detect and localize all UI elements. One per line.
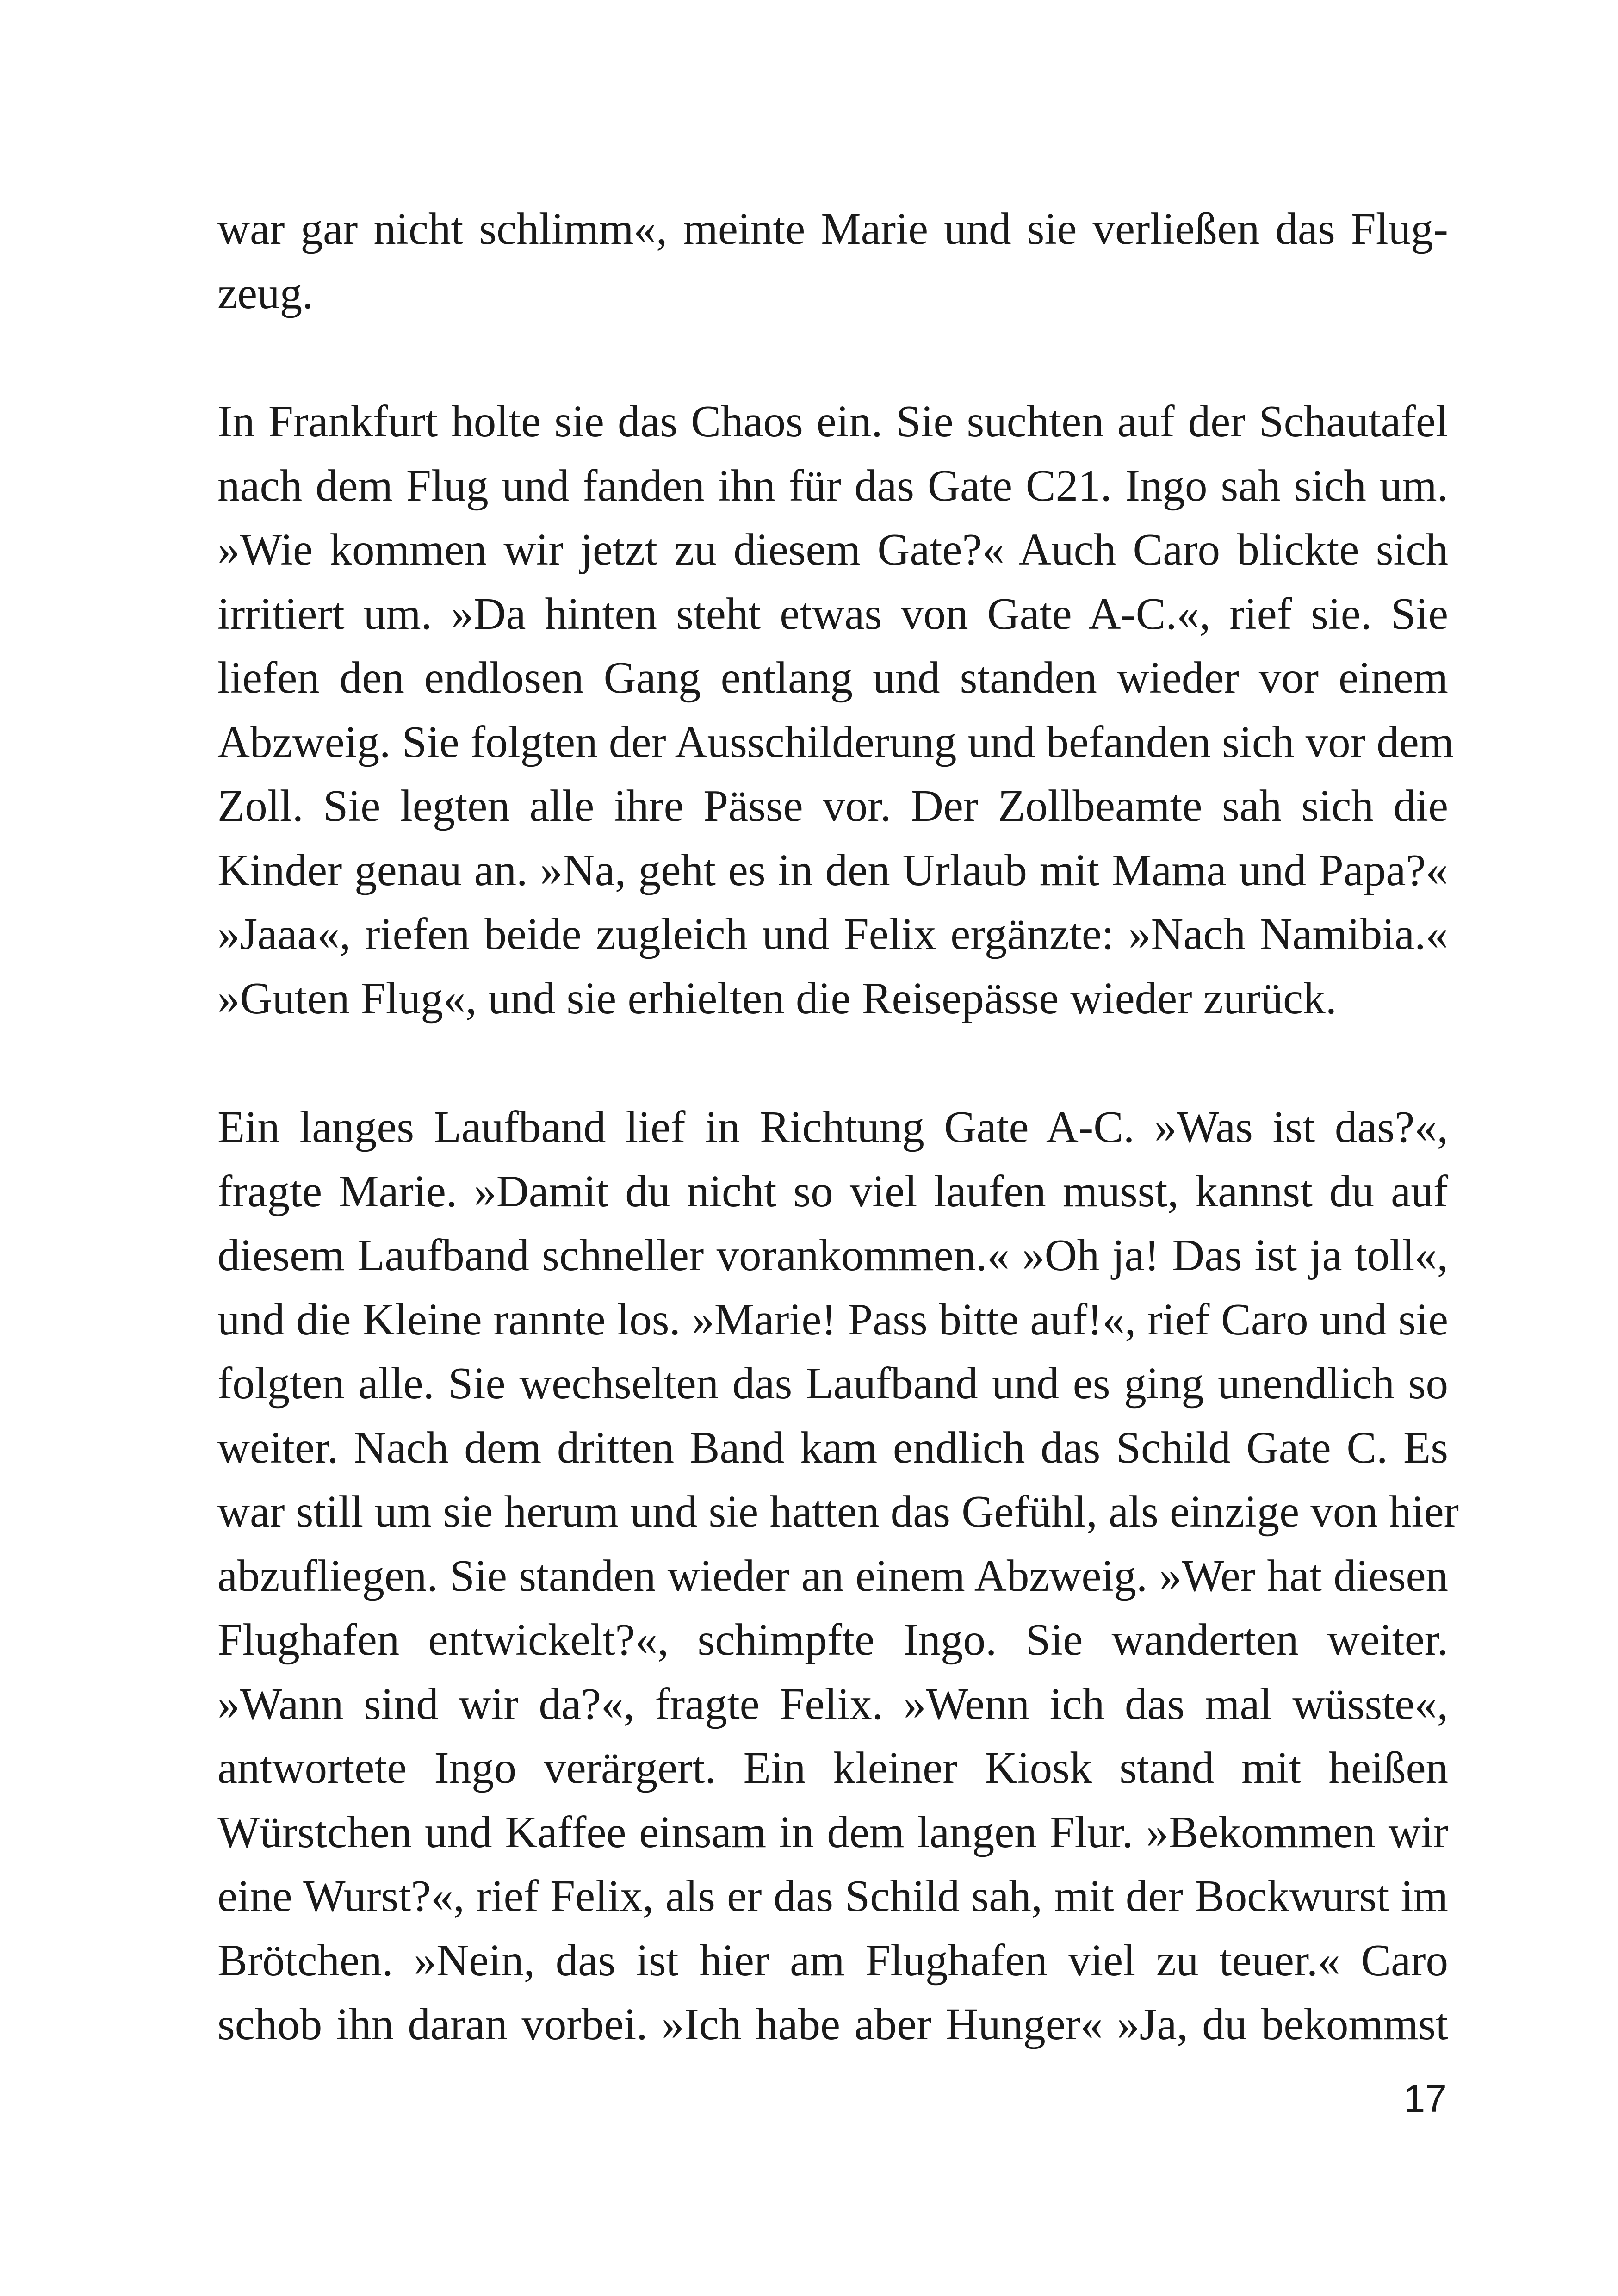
text-line: fragte Marie. »Damit du nicht so viel laufen musst, kannst du auf bbox=[217, 1166, 1448, 1216]
text-line: und die Kleine rannte los. »Marie! Pass bitte auf!«, rief Caro und sie bbox=[217, 1294, 1448, 1344]
text-line: Zoll. Sie legten alle ihre Pässe vor. Der Zollbeamte sah sich die bbox=[217, 781, 1448, 831]
text-line: irritiert um. »Da hinten steht etwas von Gate A-C.«, rief sie. Sie bbox=[217, 589, 1448, 639]
text-line: In Frankfurt holte sie das Chaos ein. Sie suchten auf der Schautafel bbox=[217, 397, 1448, 446]
text-line: »Wann sind wir da?«, fragte Felix. »Wenn ich das mal wüsste«, bbox=[217, 1679, 1448, 1729]
paragraph-2 bbox=[217, 390, 1454, 1030]
text-line: weiter. Nach dem dritten Band kam endlich das Schild Gate C. Es bbox=[217, 1422, 1448, 1472]
text-line: »Guten Flug«, und sie erhielten die Reisepässe wieder zurück. bbox=[217, 973, 1337, 1023]
text-line: Brötchen. »Nein, das ist hier am Flughafen viel zu teuer.« Caro bbox=[217, 1935, 1448, 1985]
paragraph-3 bbox=[217, 1095, 1459, 2057]
text-line: nach dem Flug und fanden ihn für das Gate C21. Ingo sah sich um. bbox=[217, 460, 1448, 510]
text-line: folgten alle. Sie wechselten das Laufband und es ging unendlich so bbox=[217, 1359, 1448, 1408]
text-line: »Wie kommen wir jetzt zu diesem Gate?« Auch Caro blickte sich bbox=[217, 525, 1448, 574]
paragraph-1 bbox=[217, 197, 1448, 325]
text-line: Kinder genau an. »Na, geht es in den Urlaub mit Mama und Papa?« bbox=[217, 845, 1448, 895]
text-line: diesem Laufband schneller vorankommen.« »Oh ja! Das ist ja toll«, bbox=[217, 1230, 1448, 1280]
text-line: zeug. bbox=[217, 268, 314, 318]
text-line: war still um sie herum und sie hatten das Gefühl, als einzige von hier bbox=[217, 1487, 1459, 1536]
text-line: antwortete Ingo verärgert. Ein kleiner Kiosk stand mit heißen bbox=[217, 1743, 1448, 1793]
text-line: schob ihn daran vorbei. »Ich habe aber Hunger« »Ja, du bekommst bbox=[217, 1999, 1448, 2049]
text-line: war gar nicht schlimm«, meinte Marie und sie verließen das Flug- bbox=[217, 204, 1448, 254]
text-line: »Jaaa«, riefen beide zugleich und Felix ergänzte: »Nach Namibia.« bbox=[217, 909, 1448, 959]
text-line: Ein langes Laufband lief in Richtung Gate A-C. »Was ist das?«, bbox=[217, 1102, 1448, 1152]
page-number: 17 bbox=[1403, 2077, 1447, 2120]
text-line: Abzweig. Sie folgten der Ausschilderung und befanden sich vor dem bbox=[217, 717, 1454, 767]
text-line: Würstchen und Kaffee einsam in dem langen Flur. »Bekommen wir bbox=[217, 1807, 1448, 1857]
text-line: abzufliegen. Sie standen wieder an einem Abzweig. »Wer hat diesen bbox=[217, 1551, 1448, 1601]
text-line: liefen den endlosen Gang entlang und standen wieder vor einem bbox=[217, 653, 1448, 702]
text-line: Flughafen entwickelt?«, schimpfte Ingo. Sie wanderten weiter. bbox=[217, 1615, 1448, 1664]
text-line: eine Wurst?«, rief Felix, als er das Schild sah, mit der Bockwurst im bbox=[217, 1871, 1448, 1921]
